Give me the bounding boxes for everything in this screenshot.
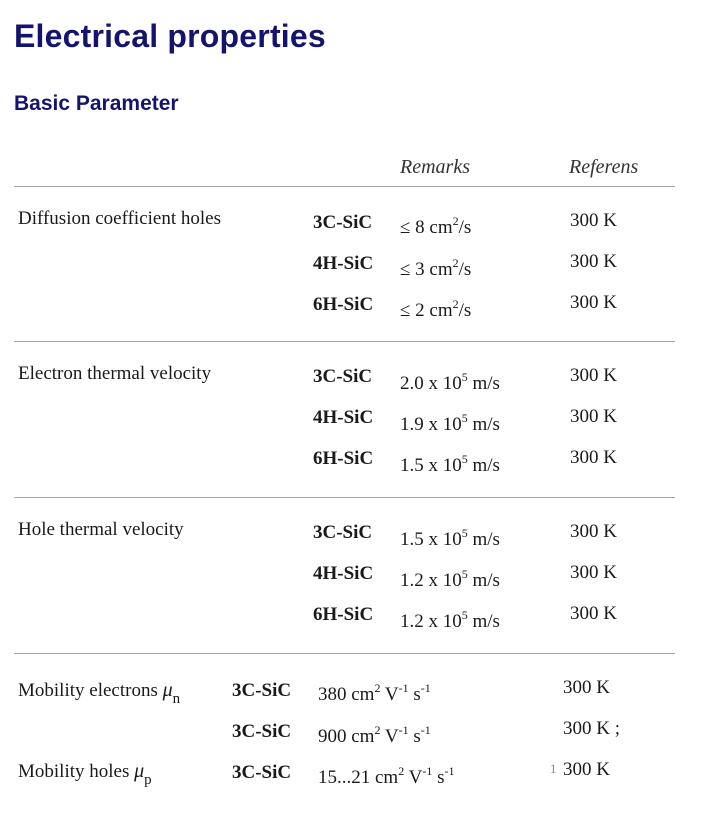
section-heading: Basic Parameter [14,92,179,115]
polytype-label: 6H-SiC [313,604,374,625]
polytype-label: 3C-SiC [313,366,373,387]
property-label: Hole thermal velocity [18,519,184,540]
reference-value: 300 K [570,406,617,427]
property-value: 2.0 x $10^5$ m/s [400,370,500,394]
reference-value: 300 K [570,292,617,313]
polytype-label: 3C-SiC [232,680,292,701]
property-value: 1.5 x $10^5$ m/s [400,452,500,476]
column-header-referens: Referens [569,156,639,178]
reference-value: 300 K [563,759,610,780]
column-header-remarks: Remarks [400,156,470,178]
property-label-mobility-electrons: Mobility electrons $\mu_n$ [18,679,181,707]
divider [14,653,675,654]
polytype-label: 3C-SiC [232,721,292,742]
polytype-label: 6H-SiC [313,294,374,315]
property-label-mobility-holes: Mobility holes $\mu_p$ [18,760,152,788]
polytype-label: 3C-SiC [232,762,292,783]
property-value: 1.9 x $10^5$ m/s [400,411,500,435]
polytype-label: 3C-SiC [313,212,373,233]
property-value: 1.5 x $10^5$ m/s [400,526,500,550]
polytype-label: 4H-SiC [313,253,374,274]
reference-value: 300 K [570,521,617,542]
property-value: ≤ 8 $cm^2/s$ [400,214,472,238]
reference-value: 300 K [570,365,617,386]
reference-value: 300 K [570,562,617,583]
reference-value: 300 K [563,677,610,698]
reference-value: 300 K ; [563,718,620,739]
divider [14,186,675,187]
property-value: 1.2 x $10^5$ m/s [400,608,500,632]
property-value: ≤ 3 $cm^2/s$ [400,256,472,280]
page-title: Electrical properties [14,18,326,54]
mu-symbol: μ [162,679,173,701]
polytype-label: 3C-SiC [313,522,373,543]
divider [14,341,675,342]
reference-value: 300 K [570,210,617,231]
reference-value: 300 K [570,447,617,468]
property-value: 15...21 $cm^2$ $V^{-1}$ $s^{-1}$ [318,764,455,788]
polytype-label: 6H-SiC [313,448,374,469]
polytype-label: 4H-SiC [313,563,374,584]
divider [14,497,675,498]
property-value: ≤ 2 $cm^2/s$ [400,297,472,321]
property-value: 380 $cm^2$ $V^{-1}$ $s^{-1}$ [318,681,431,705]
polytype-label: 4H-SiC [313,407,374,428]
reference-value: 300 K [570,603,617,624]
footnote-mark: 1 [550,761,557,776]
property-label: Electron thermal velocity [18,363,212,384]
property-label: Diffusion coefficient holes [18,208,221,229]
mu-symbol: μ [134,760,145,782]
reference-value: 300 K [570,251,617,272]
property-value: 1.2 x $10^5$ m/s [400,567,500,591]
property-value: 900 $cm^2$ $V^{-1}$ $s^{-1}$ [318,723,431,747]
